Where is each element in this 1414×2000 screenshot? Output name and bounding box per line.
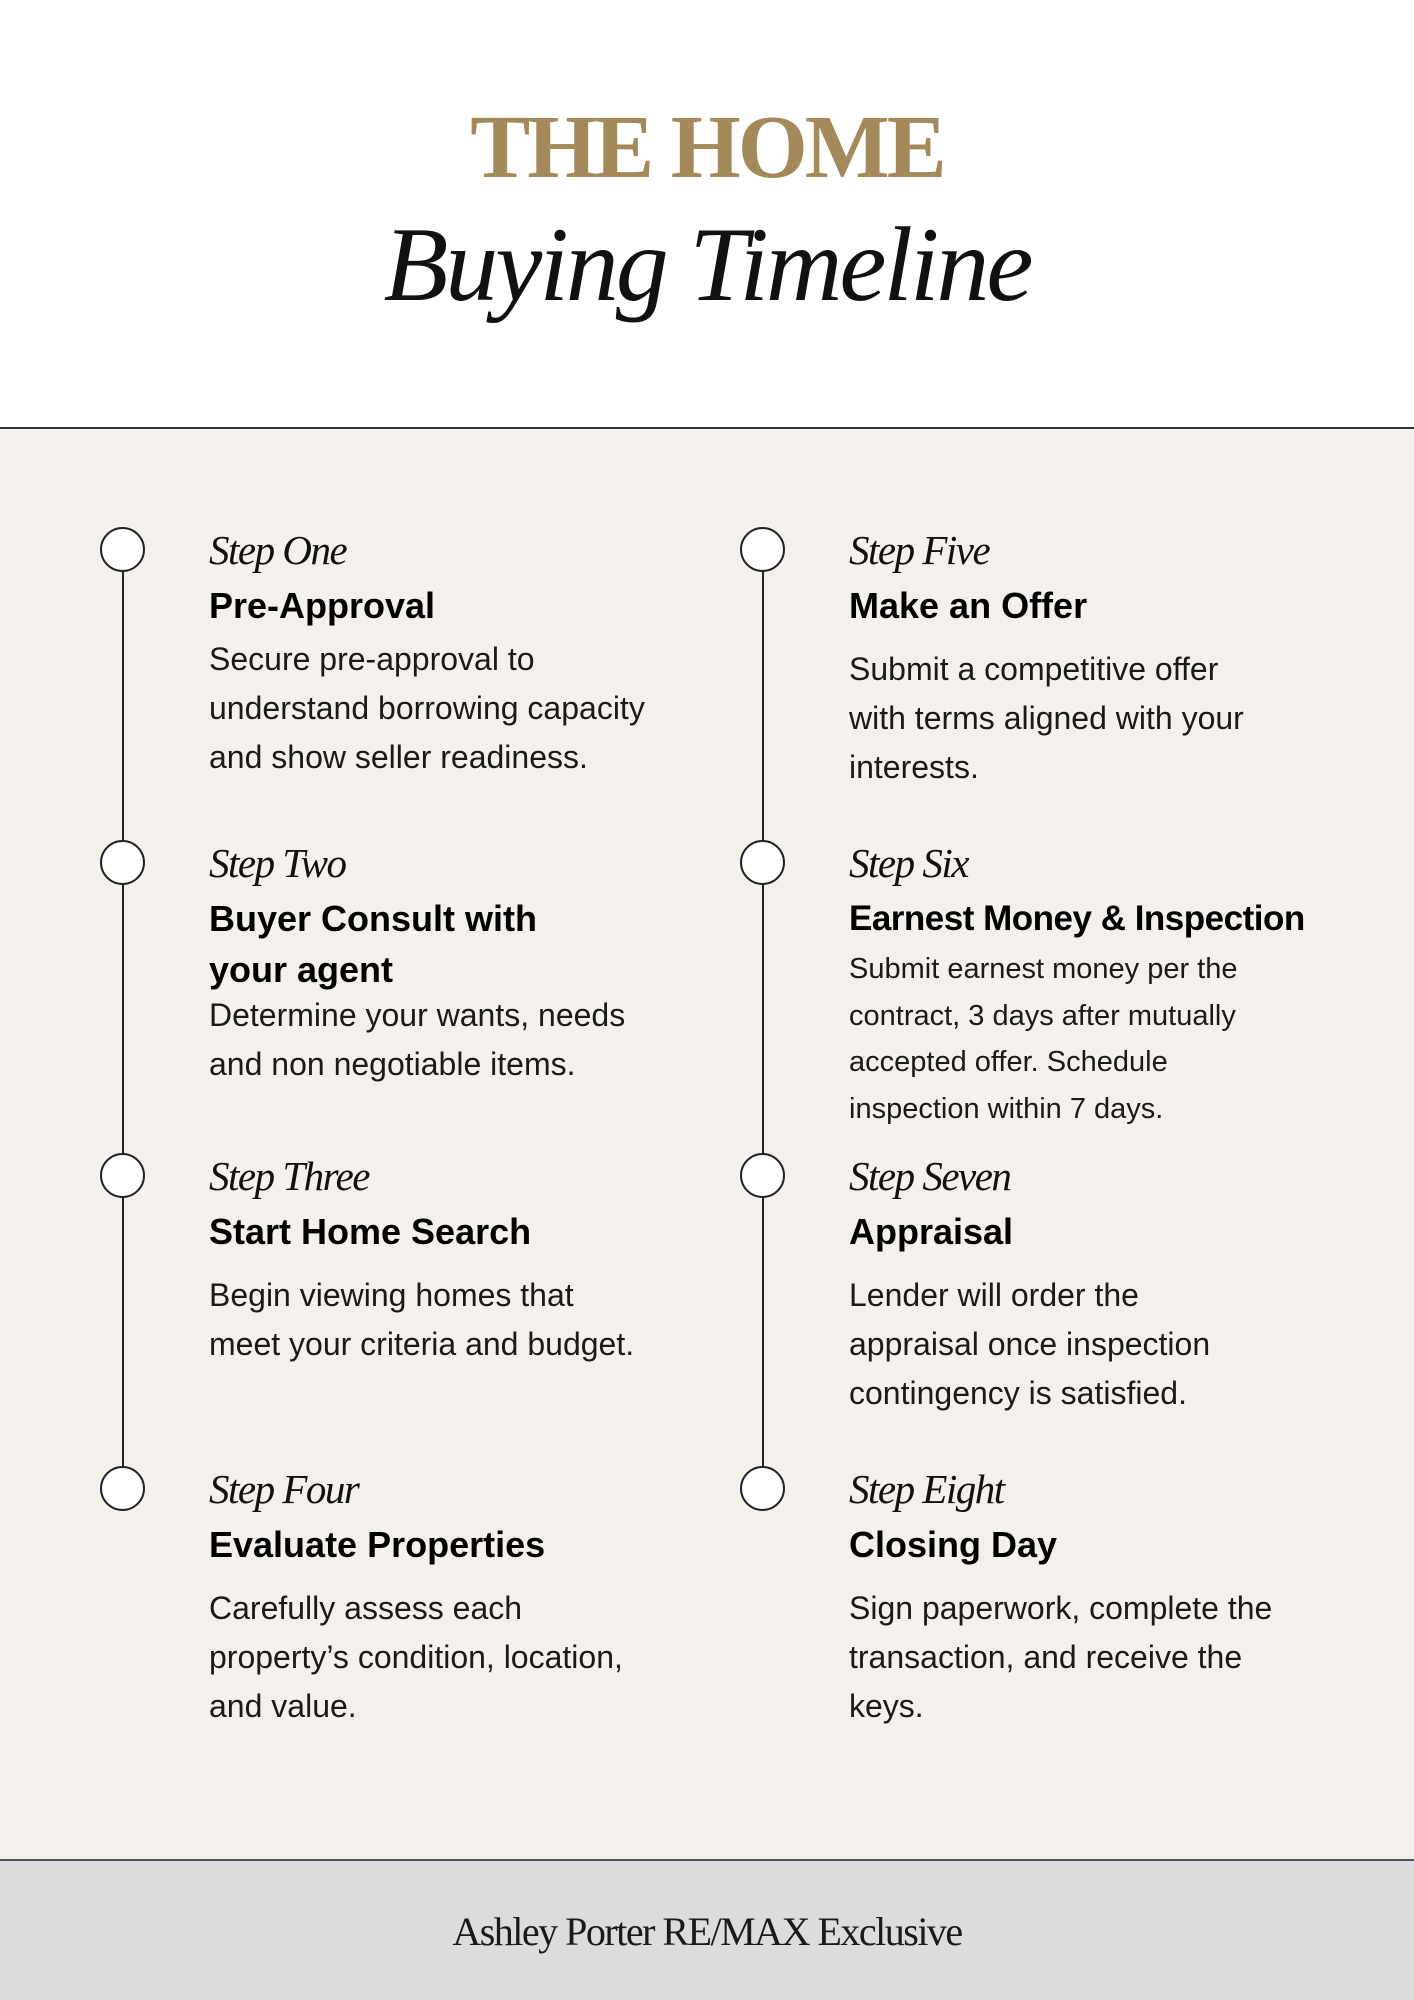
step-description: Carefully assess each property’s condition, location, and value. <box>209 1590 623 1724</box>
footer-brand: Ashley Porter RE/MAX Exclusive <box>452 1909 962 1954</box>
step-description: Begin viewing homes that meet your criteria and budget. <box>209 1277 635 1362</box>
timeline-line <box>122 1177 124 1490</box>
step-description: Secure pre-approval to understand borrowing capacity and show seller readiness. <box>209 641 645 775</box>
step-seven <box>849 1150 1349 1418</box>
step-eight <box>849 1463 1349 1731</box>
step-node-5 <box>740 527 785 572</box>
timeline-line <box>762 1177 764 1490</box>
step-description: Determine your wants, needs and non negotiable items. <box>209 997 626 1082</box>
step-node-3 <box>100 1153 145 1198</box>
step-title: Buyer Consult with your agent <box>209 898 538 990</box>
step-label: Step Five <box>849 527 990 573</box>
step-node-1 <box>100 527 145 572</box>
step-description: Submit a competitive offer with terms aligned with your interests. <box>849 651 1244 785</box>
step-title: Earnest Money & Inspection <box>849 899 1305 938</box>
step-label: Step One <box>209 527 347 573</box>
timeline-line <box>122 551 124 864</box>
footer <box>0 1861 1414 2000</box>
step-two <box>209 837 709 1089</box>
step-label: Step Eight <box>849 1466 1004 1512</box>
step-title: Appraisal <box>849 1211 1014 1252</box>
title-top: THE HOME <box>470 98 944 197</box>
step-node-4 <box>100 1466 145 1511</box>
step-four <box>209 1463 709 1731</box>
step-label: Step Four <box>209 1466 359 1512</box>
header <box>0 0 1414 427</box>
step-six <box>849 837 1379 1132</box>
step-five <box>849 524 1349 792</box>
step-label: Step Six <box>849 840 968 886</box>
timeline-line <box>122 864 124 1177</box>
step-title: Closing Day <box>849 1524 1058 1565</box>
step-title: Pre-Approval <box>209 585 436 626</box>
timeline-panel <box>0 429 1414 1859</box>
step-label: Step Two <box>209 840 346 886</box>
step-three <box>209 1150 709 1369</box>
step-title: Evaluate Properties <box>209 1524 546 1565</box>
step-label: Step Three <box>209 1153 369 1199</box>
timeline-line <box>762 864 764 1177</box>
step-node-8 <box>740 1466 785 1511</box>
step-label: Step Seven <box>849 1153 1011 1199</box>
timeline-line <box>762 551 764 864</box>
step-description: Lender will order the appraisal once inspection contingency is satisfied. <box>849 1277 1211 1411</box>
step-node-2 <box>100 840 145 885</box>
step-description: Submit earnest money per the contract, 3 days after mutually accepted offer. Schedule inspection within 7 days. <box>849 953 1238 1125</box>
step-node-7 <box>740 1153 785 1198</box>
step-node-6 <box>740 840 785 885</box>
step-one <box>209 524 709 782</box>
step-description: Sign paperwork, complete the transaction, and receive the keys. <box>849 1590 1273 1724</box>
step-title: Start Home Search <box>209 1211 532 1252</box>
title-bottom: Buying Timeline <box>383 206 1031 323</box>
step-title: Make an Offer <box>849 585 1088 626</box>
